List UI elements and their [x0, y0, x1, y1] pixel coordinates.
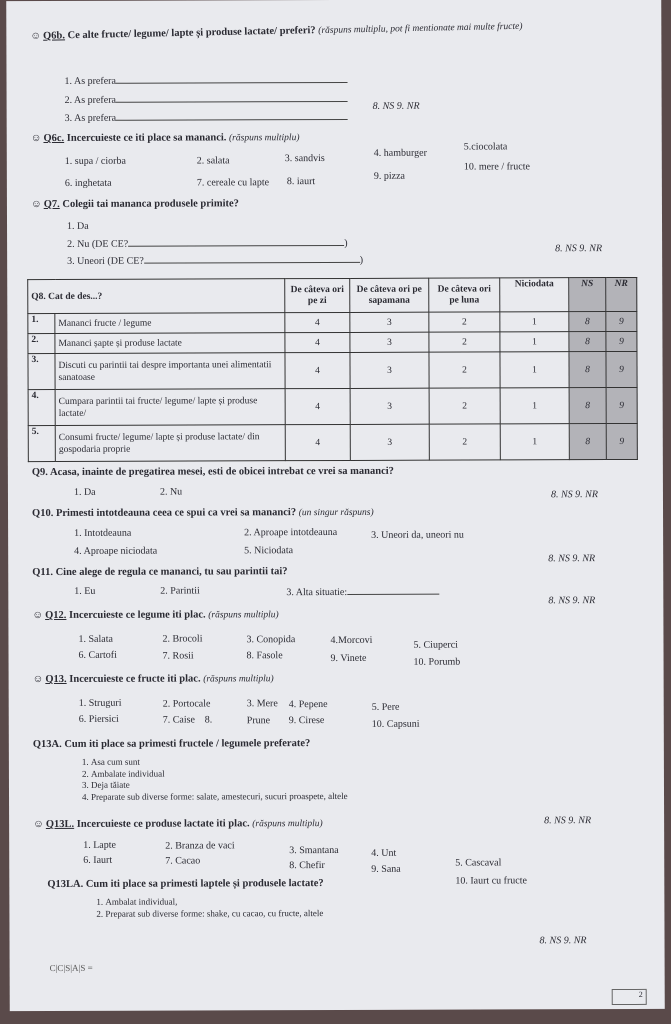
answer-cell[interactable]: 8	[569, 332, 606, 352]
q13l-option[interactable]: 1. Lapte	[83, 839, 116, 851]
answer-cell[interactable]: 1	[500, 332, 569, 352]
questionnaire-page	[6, 0, 665, 1011]
smiley-icon: ☺	[32, 674, 44, 686]
answer-cell[interactable]: 1	[500, 312, 569, 332]
q13l-option[interactable]: 3. Smantana	[289, 844, 339, 857]
q13-heading	[33, 673, 274, 685]
q13l-option[interactable]: 2. Branza de vaci	[165, 840, 235, 852]
answer-cell[interactable]: 2	[429, 388, 500, 424]
row-label: Discuti cu parintii tai despre importanta unei alimentatii sanatoase	[55, 353, 285, 390]
q6c-option[interactable]: 5.ciocolata	[463, 141, 508, 153]
q13la-option[interactable]: 2. Preparat sub diverse forme: shake, cu cacao, cu fructe, altele	[105, 908, 323, 920]
q9-option[interactable]: 2. Nu	[159, 486, 183, 498]
q12-number: Q12.	[45, 609, 67, 622]
q13a-option[interactable]: 4. Preparate sub diverse forme: salate, amestecuri, sucuri proaspete, altele	[91, 790, 348, 802]
answer-line[interactable]	[128, 237, 344, 247]
q13a-option[interactable]: 1. Asa cum sunt	[91, 756, 348, 768]
q13a-option[interactable]: 3. Deja tăiate	[91, 779, 348, 791]
q13-option[interactable]: 5. Pere	[371, 701, 400, 713]
q12-option[interactable]: 2. Brocoli	[162, 633, 203, 645]
answer-line[interactable]	[347, 586, 439, 595]
smiley-icon: ☺	[30, 30, 42, 43]
q7-option-yes[interactable]: 1. Da	[67, 220, 89, 232]
q6b-item-1[interactable]	[64, 74, 347, 87]
q7-number: Q7.	[43, 198, 60, 211]
q13a-codes: 8. NS 9. NR	[544, 815, 592, 827]
q11-option[interactable]: 2. Parintii	[160, 585, 200, 597]
answer-cell[interactable]: 8	[569, 424, 606, 460]
q8-table	[27, 277, 638, 462]
q10-heading	[32, 507, 374, 519]
q7-option-no-label: 2. Nu (DE CE?	[67, 238, 129, 250]
q10-option[interactable]: 2. Aproape intotdeauna	[244, 526, 338, 539]
q13l-title: Incercuieste ce produse lactate iti plac.	[76, 818, 250, 830]
smiley-icon: ☺	[32, 610, 44, 622]
q6c-option[interactable]: 4. hamburger	[373, 147, 427, 159]
q12-option[interactable]: 8. Fasole	[246, 650, 283, 662]
row-label: Mananci fructe / legume	[55, 313, 285, 334]
q13l-option[interactable]: 9. Sana	[371, 863, 401, 875]
answer-line[interactable]	[116, 74, 348, 84]
table-row	[28, 351, 637, 389]
q13-option[interactable]: Prune	[246, 715, 271, 727]
answer-line[interactable]	[144, 254, 360, 264]
q13-option[interactable]: 8.	[204, 714, 213, 726]
q9-title: Q9. Acasa, inainte de pregatirea mesei, esti de obicei intrebat ce vrei sa mananci?	[31, 465, 394, 479]
q7-option-sometimes-label: 3. Uneori (DE CE?	[67, 255, 144, 267]
q7-codes: 8. NS 9. NR	[555, 243, 603, 255]
q6c-option[interactable]: 1. supa / ciorba	[64, 155, 126, 167]
answer-line[interactable]	[116, 93, 348, 103]
answer-cell[interactable]: 4	[285, 424, 350, 460]
table-row	[28, 423, 637, 461]
q7-close-paren: )	[359, 254, 364, 266]
row-number: 4.	[28, 389, 55, 425]
q13la-option[interactable]: 1. Ambalat individual,	[105, 896, 323, 908]
row-label: Cumpara parintii tai fructe/ legume/ lapte și produse lactate/	[55, 389, 285, 426]
q13-option[interactable]: 10. Capsuni	[371, 718, 420, 730]
answer-cell[interactable]: 2	[429, 332, 500, 352]
q13-option[interactable]: 4. Pepene	[288, 699, 328, 711]
row-number: 1.	[28, 313, 55, 333]
q6b-codes: 8. NS 9. NR	[372, 100, 420, 112]
q13-option[interactable]: 3. Mere	[246, 698, 278, 710]
q13-number: Q13.	[45, 673, 67, 686]
q6b-number: Q6b.	[42, 30, 66, 42]
q6b-hint: (răspuns multiplu, pot fi mentionate mai multe fructe)	[318, 21, 523, 37]
answer-cell[interactable]: 2	[429, 352, 500, 388]
q13-option[interactable]: 9. Cirese	[288, 715, 325, 727]
q8-title: Q8. Cat de des...?	[28, 279, 285, 314]
answer-cell[interactable]: 4	[285, 312, 350, 332]
q13l-number: Q13L.	[45, 818, 75, 831]
answer-cell[interactable]: 3	[350, 388, 429, 424]
answer-cell[interactable]: 1	[500, 388, 569, 424]
q7-option-no[interactable]	[67, 237, 347, 250]
smiley-icon: ☺	[33, 819, 44, 831]
answer-cell[interactable]: 2	[429, 312, 500, 332]
q13-hint: (răspuns multiplu)	[203, 674, 274, 685]
q12-option[interactable]: 9. Vinete	[330, 652, 367, 665]
q12-heading	[32, 609, 278, 621]
q10-title: Q10. Primesti intotdeauna ceea ce spui ca vrei sa mananci?	[32, 507, 297, 520]
q13l-option[interactable]: 8. Chefir	[289, 860, 325, 872]
q8-header: Niciodata	[500, 278, 569, 312]
q10-codes: 8. NS 9. NR	[548, 553, 596, 565]
q6c-number: Q6c.	[43, 132, 65, 145]
respondent-code: C|C|S|A|S =	[49, 962, 93, 974]
smiley-icon: ☺	[30, 133, 42, 145]
answer-cell[interactable]: 9	[606, 331, 637, 351]
q11-option-other-label: 3. Alta situatie:	[286, 586, 348, 599]
q11-codes: 8. NS 9. NR	[548, 595, 596, 607]
q13la-list	[87, 896, 323, 920]
q12-option[interactable]: 3. Conopida	[246, 634, 296, 646]
q6c-option[interactable]: 6. inghetata	[64, 177, 112, 189]
q6c-heading	[31, 132, 300, 144]
row-number: 2.	[28, 333, 55, 353]
q13a-list	[73, 756, 348, 803]
q6b-heading	[30, 21, 522, 42]
q8-header: De câteva ori pe sapamana	[350, 278, 429, 312]
q6c-option[interactable]: 3. sandvis	[284, 153, 325, 165]
q13-option[interactable]: 6. Piersici	[78, 713, 119, 725]
q10-hint: (un singur răspuns)	[298, 507, 374, 519]
answer-cell[interactable]: 3	[350, 352, 429, 388]
answer-cell[interactable]: 8	[569, 388, 606, 424]
q6c-title: Incercuieste ce iti place sa mananci.	[66, 132, 227, 144]
q13l-option[interactable]: 7. Cacao	[165, 855, 201, 867]
answer-cell[interactable]: 9	[606, 423, 637, 459]
q6c-option[interactable]: 10. mere / fructe	[463, 161, 530, 173]
q13-option[interactable]: 1. Struguri	[78, 697, 122, 709]
q6b-title: Ce alte fructe/ legume/ lapte și produse lactate/ preferi?	[67, 25, 316, 42]
q6b-item-3[interactable]	[65, 111, 348, 124]
q6c-option[interactable]: 8. iaurt	[286, 176, 316, 188]
answer-cell[interactable]: 8	[569, 352, 606, 388]
q13la-title: Q13LA. Cum iti place sa primesti laptele și produsele lactate?	[47, 878, 324, 891]
q6b-item-2[interactable]	[65, 93, 348, 106]
answer-cell[interactable]: 1	[500, 424, 569, 460]
q12-option[interactable]: 5. Ciuperci	[413, 639, 458, 651]
q6c-hint: (răspuns multiplu)	[228, 133, 300, 144]
table-row	[28, 311, 637, 333]
q10-option[interactable]: 1. Intotdeauna	[74, 527, 132, 539]
q12-option[interactable]: 6. Cartofi	[78, 649, 117, 661]
q6c-option[interactable]: 7. cereale cu lapte	[196, 177, 270, 189]
answer-cell[interactable]: 2	[429, 424, 500, 460]
q12-option[interactable]: 7. Rosii	[162, 650, 194, 662]
answer-cell[interactable]: 4	[285, 352, 350, 388]
q12-option[interactable]: 10. Porumb	[413, 656, 461, 668]
row-number: 5.	[28, 425, 55, 461]
q13l-option[interactable]: 5. Cascaval	[455, 857, 502, 869]
answer-cell[interactable]: 3	[350, 332, 429, 352]
answer-cell[interactable]: 9	[606, 311, 637, 331]
q7-close-paren: )	[344, 237, 348, 249]
answer-cell[interactable]: 4	[285, 332, 350, 352]
q13l-hint: (răspuns multiplu)	[252, 819, 323, 830]
q6b-item-3-label: 3. As prefera	[64, 112, 117, 124]
answer-cell[interactable]: 8	[569, 312, 606, 332]
row-number: 3.	[28, 353, 55, 389]
q10-option[interactable]: 4. Aproape niciodata	[74, 545, 158, 557]
q13l-option[interactable]: 6. Iaurt	[83, 854, 113, 866]
answer-cell[interactable]: 9	[606, 387, 637, 423]
smiley-icon: ☺	[30, 199, 42, 211]
q13-title: Incercuieste ce fructe iti plac.	[69, 673, 201, 685]
q13l-option[interactable]: 10. Iaurt cu fructe	[455, 875, 527, 887]
q7-option-sometimes[interactable]	[67, 254, 363, 267]
q10-option[interactable]: 5. Niciodata	[244, 545, 294, 557]
q13la-codes: 8. NS 9. NR	[539, 935, 587, 947]
table-row	[28, 387, 637, 425]
q6b-item-1-label: 1. As prefera	[64, 75, 116, 87]
answer-cell[interactable]: 1	[500, 352, 569, 388]
q9-codes: 8. NS 9. NR	[550, 489, 598, 501]
q11-option-other[interactable]	[286, 586, 439, 599]
answer-line[interactable]	[116, 111, 348, 121]
table-row	[28, 331, 637, 353]
q8-header: De câteva ori pe zi	[285, 278, 350, 312]
q12-title: Incercuieste ce legume iti plac.	[69, 609, 206, 621]
answer-cell[interactable]: 4	[285, 388, 350, 424]
q12-option[interactable]: 1. Salata	[78, 633, 113, 645]
q13a-title: Q13A. Cum iti place sa primesti fructele / legumele preferate?	[32, 738, 311, 751]
q8-header: NR	[606, 277, 637, 311]
q10-option[interactable]: 3. Uneori da, uneori nu	[371, 529, 464, 541]
answer-cell[interactable]: 3	[350, 312, 429, 332]
q12-hint: (răspuns multiplu)	[208, 610, 279, 621]
row-label: Consumi fructe/ legume/ lapte și produse lactate/ din gospodaria proprie	[55, 425, 285, 462]
page-number: 2	[612, 989, 647, 1005]
q13a-option[interactable]: 2. Ambalate individual	[91, 767, 348, 779]
q11-option[interactable]: 1. Eu	[74, 585, 96, 597]
q13-option[interactable]: 7. Caise	[162, 714, 195, 726]
q8-header: De câteva ori pe luna	[429, 278, 500, 312]
q11-title: Q11. Cine alege de regula ce mananci, tu sau parintii tai?	[32, 566, 288, 579]
q6b-item-2-label: 2. As prefera	[64, 94, 116, 106]
q7-heading	[31, 198, 239, 210]
q9-option[interactable]: 1. Da	[73, 486, 96, 498]
q6c-option[interactable]: 9. pizza	[373, 170, 405, 182]
q8-header: NS	[569, 278, 606, 312]
row-label: Mananci șapte și produse lactate	[55, 333, 285, 354]
q13l-option[interactable]: 4. Unt	[371, 847, 397, 859]
answer-cell[interactable]: 9	[606, 351, 637, 387]
q12-option[interactable]: 4.Morcovi	[330, 634, 373, 647]
q13l-heading	[33, 818, 323, 830]
q13-option[interactable]: 2. Portocale	[162, 698, 211, 710]
q7-title: Colegii tai mananca produsele primite?	[62, 198, 239, 210]
q6c-option[interactable]: 2. salata	[196, 155, 230, 167]
answer-cell[interactable]: 3	[350, 424, 429, 460]
